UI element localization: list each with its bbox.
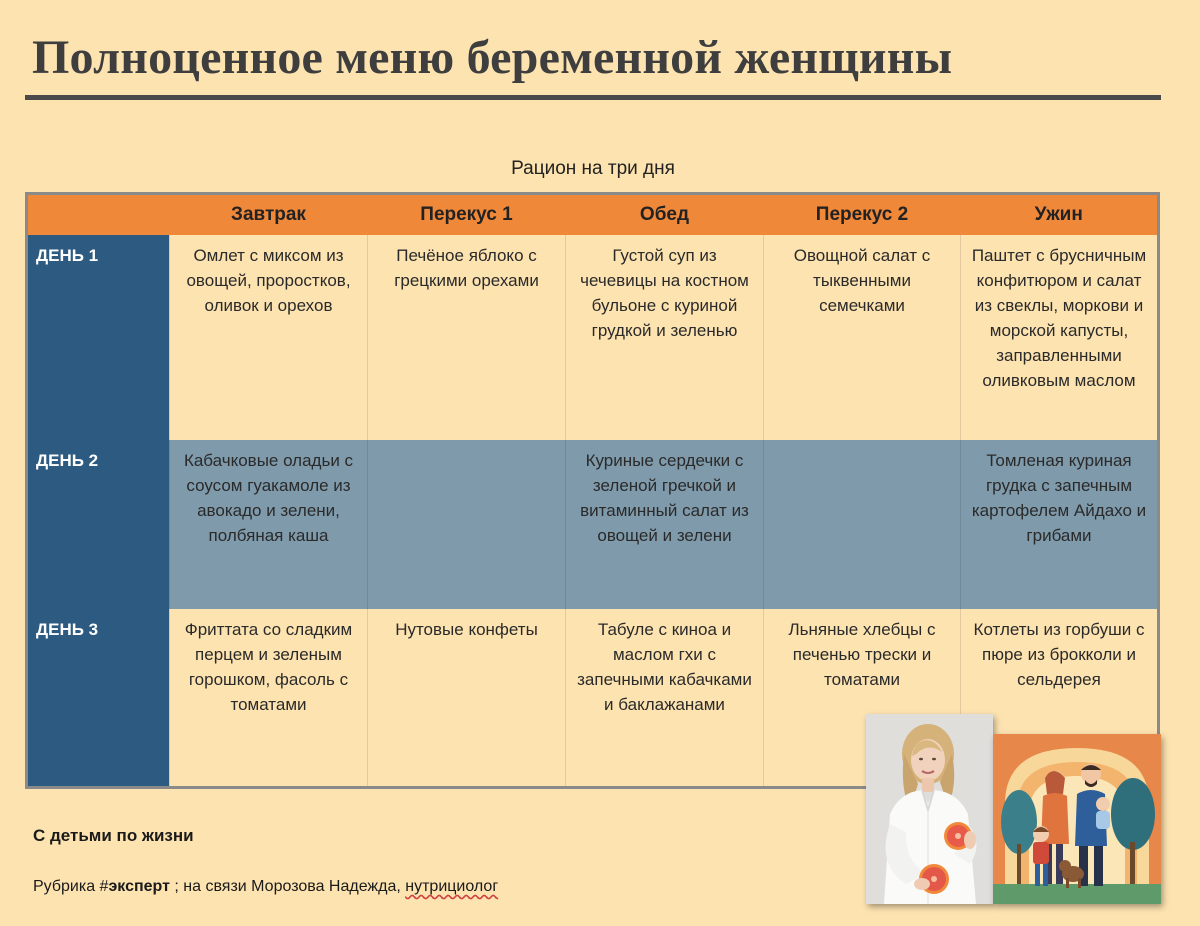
rubric-role: нутрициолог — [405, 878, 499, 895]
meal-cell: Табуле с киноа и маслом гхи с запечными кабачками и баклажанами — [566, 609, 764, 787]
day-label: ДЕНЬ 2 — [27, 440, 170, 609]
title-divider — [25, 95, 1161, 100]
column-header-breakfast: Завтрак — [170, 194, 368, 236]
page-title: Полноценное меню беременной женщины — [32, 31, 953, 84]
meal-cell: Омлет с миксом из овощей, проростков, оливок и орехов — [170, 235, 368, 440]
meal-cell: Котлеты из горбуши с пюре из брокколи и сельдерея — [961, 609, 1159, 787]
meal-cell — [764, 440, 961, 609]
rubric-author: ; на связи Морозова Надежда, — [169, 878, 406, 895]
family-illustration — [993, 734, 1161, 904]
rubric-line — [33, 878, 498, 896]
meal-cell: Нутовые конфеты — [368, 609, 566, 787]
table-row-day-2 — [27, 440, 1159, 609]
table-subtitle: Рацион на три дня — [511, 158, 675, 179]
meal-cell: Паштет с брусничным конфитюром и салат из свеклы, моркови и морской капусты, заправленными оливковым маслом — [961, 235, 1159, 440]
author-photo — [866, 714, 993, 904]
day-label: ДЕНЬ 1 — [27, 235, 170, 440]
meal-cell: Томленая куриная грудка с запечным картофелем Айдахо и грибами — [961, 440, 1159, 609]
table-row-day-1 — [27, 235, 1159, 440]
rubric-prefix: Рубрика # — [33, 878, 109, 895]
day-label: ДЕНЬ 3 — [27, 609, 170, 787]
column-header-dinner: Ужин — [961, 194, 1159, 236]
meal-cell — [368, 440, 566, 609]
meal-cell: Кабачковые оладьи с соусом гуакамоле из авокадо и зелени, полбяная каша — [170, 440, 368, 609]
rubric-hashtag: эксперт — [108, 878, 170, 895]
meal-cell: Густой суп из чечевицы на костном бульоне с куриной грудкой и зеленью — [566, 235, 764, 440]
header-corner — [27, 194, 170, 236]
meal-cell: Овощной салат с тыквенными семечками — [764, 235, 961, 440]
table-header-row — [27, 194, 1159, 236]
meal-cell: Куриные сердечки с зеленой гречкой и витаминный салат из овощей и зелени — [566, 440, 764, 609]
brand-name: С детьми по жизни — [33, 826, 194, 845]
menu-table — [25, 192, 1160, 789]
meal-cell: Фриттата со сладким перцем и зеленым горошком, фасоль с томатами — [170, 609, 368, 787]
column-header-snack-1: Перекус 1 — [368, 194, 566, 236]
column-header-lunch: Обед — [566, 194, 764, 236]
meal-cell: Льняные хлебцы с печенью трески и томатами — [764, 609, 961, 787]
meal-cell: Печёное яблоко с грецкими орехами — [368, 235, 566, 440]
column-header-snack-2: Перекус 2 — [764, 194, 961, 236]
